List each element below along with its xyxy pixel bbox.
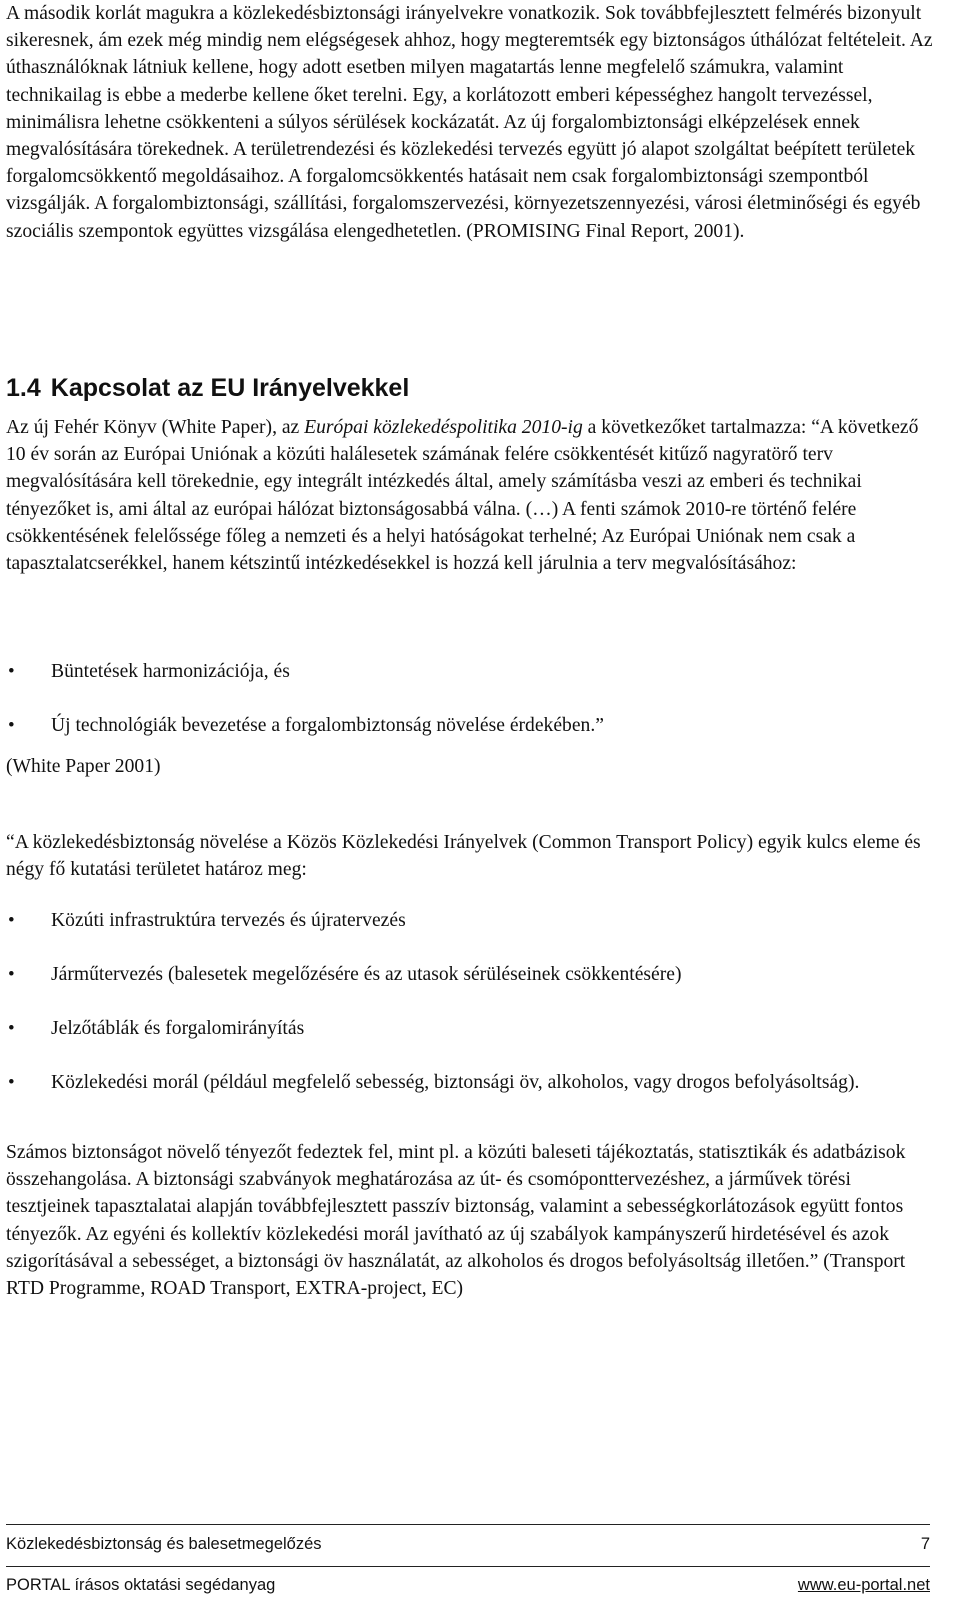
footer-book-title: Közlekedésbiztonság és balesetmegelőzés [6,1535,322,1553]
bullet-icon: • [8,661,15,682]
bullet-icon: • [8,910,15,931]
white-paper-citation: (White Paper 2001) [6,756,161,777]
section-heading [6,372,409,404]
white-paper-bullet-list-2 [6,712,936,739]
footer-divider [6,1524,930,1525]
footer-bottom-row [6,1575,930,1595]
ctp-bullet-3 [6,1015,936,1042]
list-item: • Járműtervezés (balesetek megelőzésére és az utasok sérüléseinek csökkentésére) [6,961,936,988]
section-title: Kapcsolat az EU Irányelvekkel [50,374,410,402]
intro-paragraph: A második korlát magukra a közlekedésbiztonsági irányelvekre vonatkozik. Sok továbbfejlesztett felmérés bizonyult sikeresnek, ám ezek még mindig nem elégségesek ahhoz, hogy megteremtsék egy biztonságos úthálózat feltételeit. Az úthasználóknak látniuk kellene, hogy adott esetben milyen magatartás lenne megfelelő számukra, valamint technikailag is ebbe a mederbe kellene őket terelni. Egy, a korlátozott emberi képességhez hangolt tervezéssel, minimálisra lehetne csökkenteni a súlyos sérülések kockázatát. Az új forgalombiztonsági elképzelések ennek megvalósítására törekednek. A területrendezési és közlekedési tervezés együtt jó alapot szolgáltat beépített területek forgalomcsökkentő megoldásaihoz. A forgalomcsökkentés hatásait nem csak forgalombiztonsági szempontból vizsgálják. A forgalombiztonsági, szállítási, forgalomszervezési, környezetszennyezési, városi életminőségi és egyéb szociális szempontok együttes vizsgálása elengedhetetlen. (PROMISING Final Report, 2001). [6,3,933,242]
ctp-bullet-4 [6,1069,936,1096]
footer-divider-2 [6,1566,930,1567]
list-item: • Büntetések harmonizációja, és [6,658,936,685]
white-paper-paragraph [6,414,936,577]
white-paper-italic-title: Európai közlekedéspolitika 2010-ig [304,417,583,438]
footer-top-row [6,1534,930,1554]
ctp-bullet-2 [6,961,936,988]
bullet-icon: • [8,1072,15,1093]
footer-website-link[interactable]: www.eu-portal.net [797,1576,930,1594]
bullet-icon: • [8,1018,15,1039]
white-paper-rest: a következőket tartalmazza: “A következő 10 év során az Európai Uniónak a közúti halálesetek számának felére csökkentését kitűző nagyratörő terv megvalósítására kell törekednie, egy integrált intézkedés által, amely számításba veszi az emberi és technikai tényezőket is, ami által az európai hálózat biztonságosabbá válna. (…) A fenti számok 2010-re történő felére csökkentésének felelőssége főleg a nemzeti és a helyi hatóságokat terhelné; Az Európai Uniónak nem csak a tapasztalatcserékkel, hanem kétszintű intézkedésekkel is hozzá kell járulnia a terv megvalósításához: [6,417,919,575]
bullet-icon: • [8,964,15,985]
white-paper-lead: Az új Fehér Könyv (White Paper), az [6,417,305,438]
ctp-bullet-1 [6,907,936,934]
bullet-icon: • [8,715,15,736]
list-item: • Közúti infrastruktúra tervezés és újratervezés [6,907,936,934]
footer-page-number: 7 [920,1535,930,1553]
section-number: 1.4 [6,374,41,402]
list-item: • Jelzőtáblák és forgalomirányítás [6,1015,936,1042]
ctp-intro-paragraph: “A közlekedésbiztonság növelése a Közös Közlekedési Irányelvek (Common Transport Policy) egyik kulcs eleme és négy fő kutatási területet határoz meg: [6,832,921,881]
list-item: • Új technológiák bevezetése a forgalombiztonság növelése érdekében.” [6,712,936,739]
white-paper-bullet-list [6,658,936,685]
ctp-closing-paragraph: Számos biztonságot növelő tényezőt fedeztek fel, mint pl. a közúti baleseti tájékoztatás, statisztikák és adatbázisok összehangolása. A biztonsági szabványok meghatározása az út- és csomóponttervezéshez, a járművek törési tesztjeinek tapasztalatai alapján továbbfejlesztett passzív biztonság, valamint a sebességkorlátozások együtt fontos tényezők. Az egyéni és kollektív közlekedési morál javítható az új szabályok kampányszerű hirdetésével és azok szigorításával a sebességet, a biztonsági öv használatát, az alkoholos és drogos befolyásoltság illetően.” (Transport RTD Programme, ROAD Transport, EXTRA-project, EC) [6,1142,906,1300]
footer-series: PORTAL írásos oktatási segédanyag [6,1576,276,1594]
list-item: • Közlekedési morál (például megfelelő sebesség, biztonsági öv, alkoholos, vagy drogos befolyásoltság). [6,1069,936,1096]
